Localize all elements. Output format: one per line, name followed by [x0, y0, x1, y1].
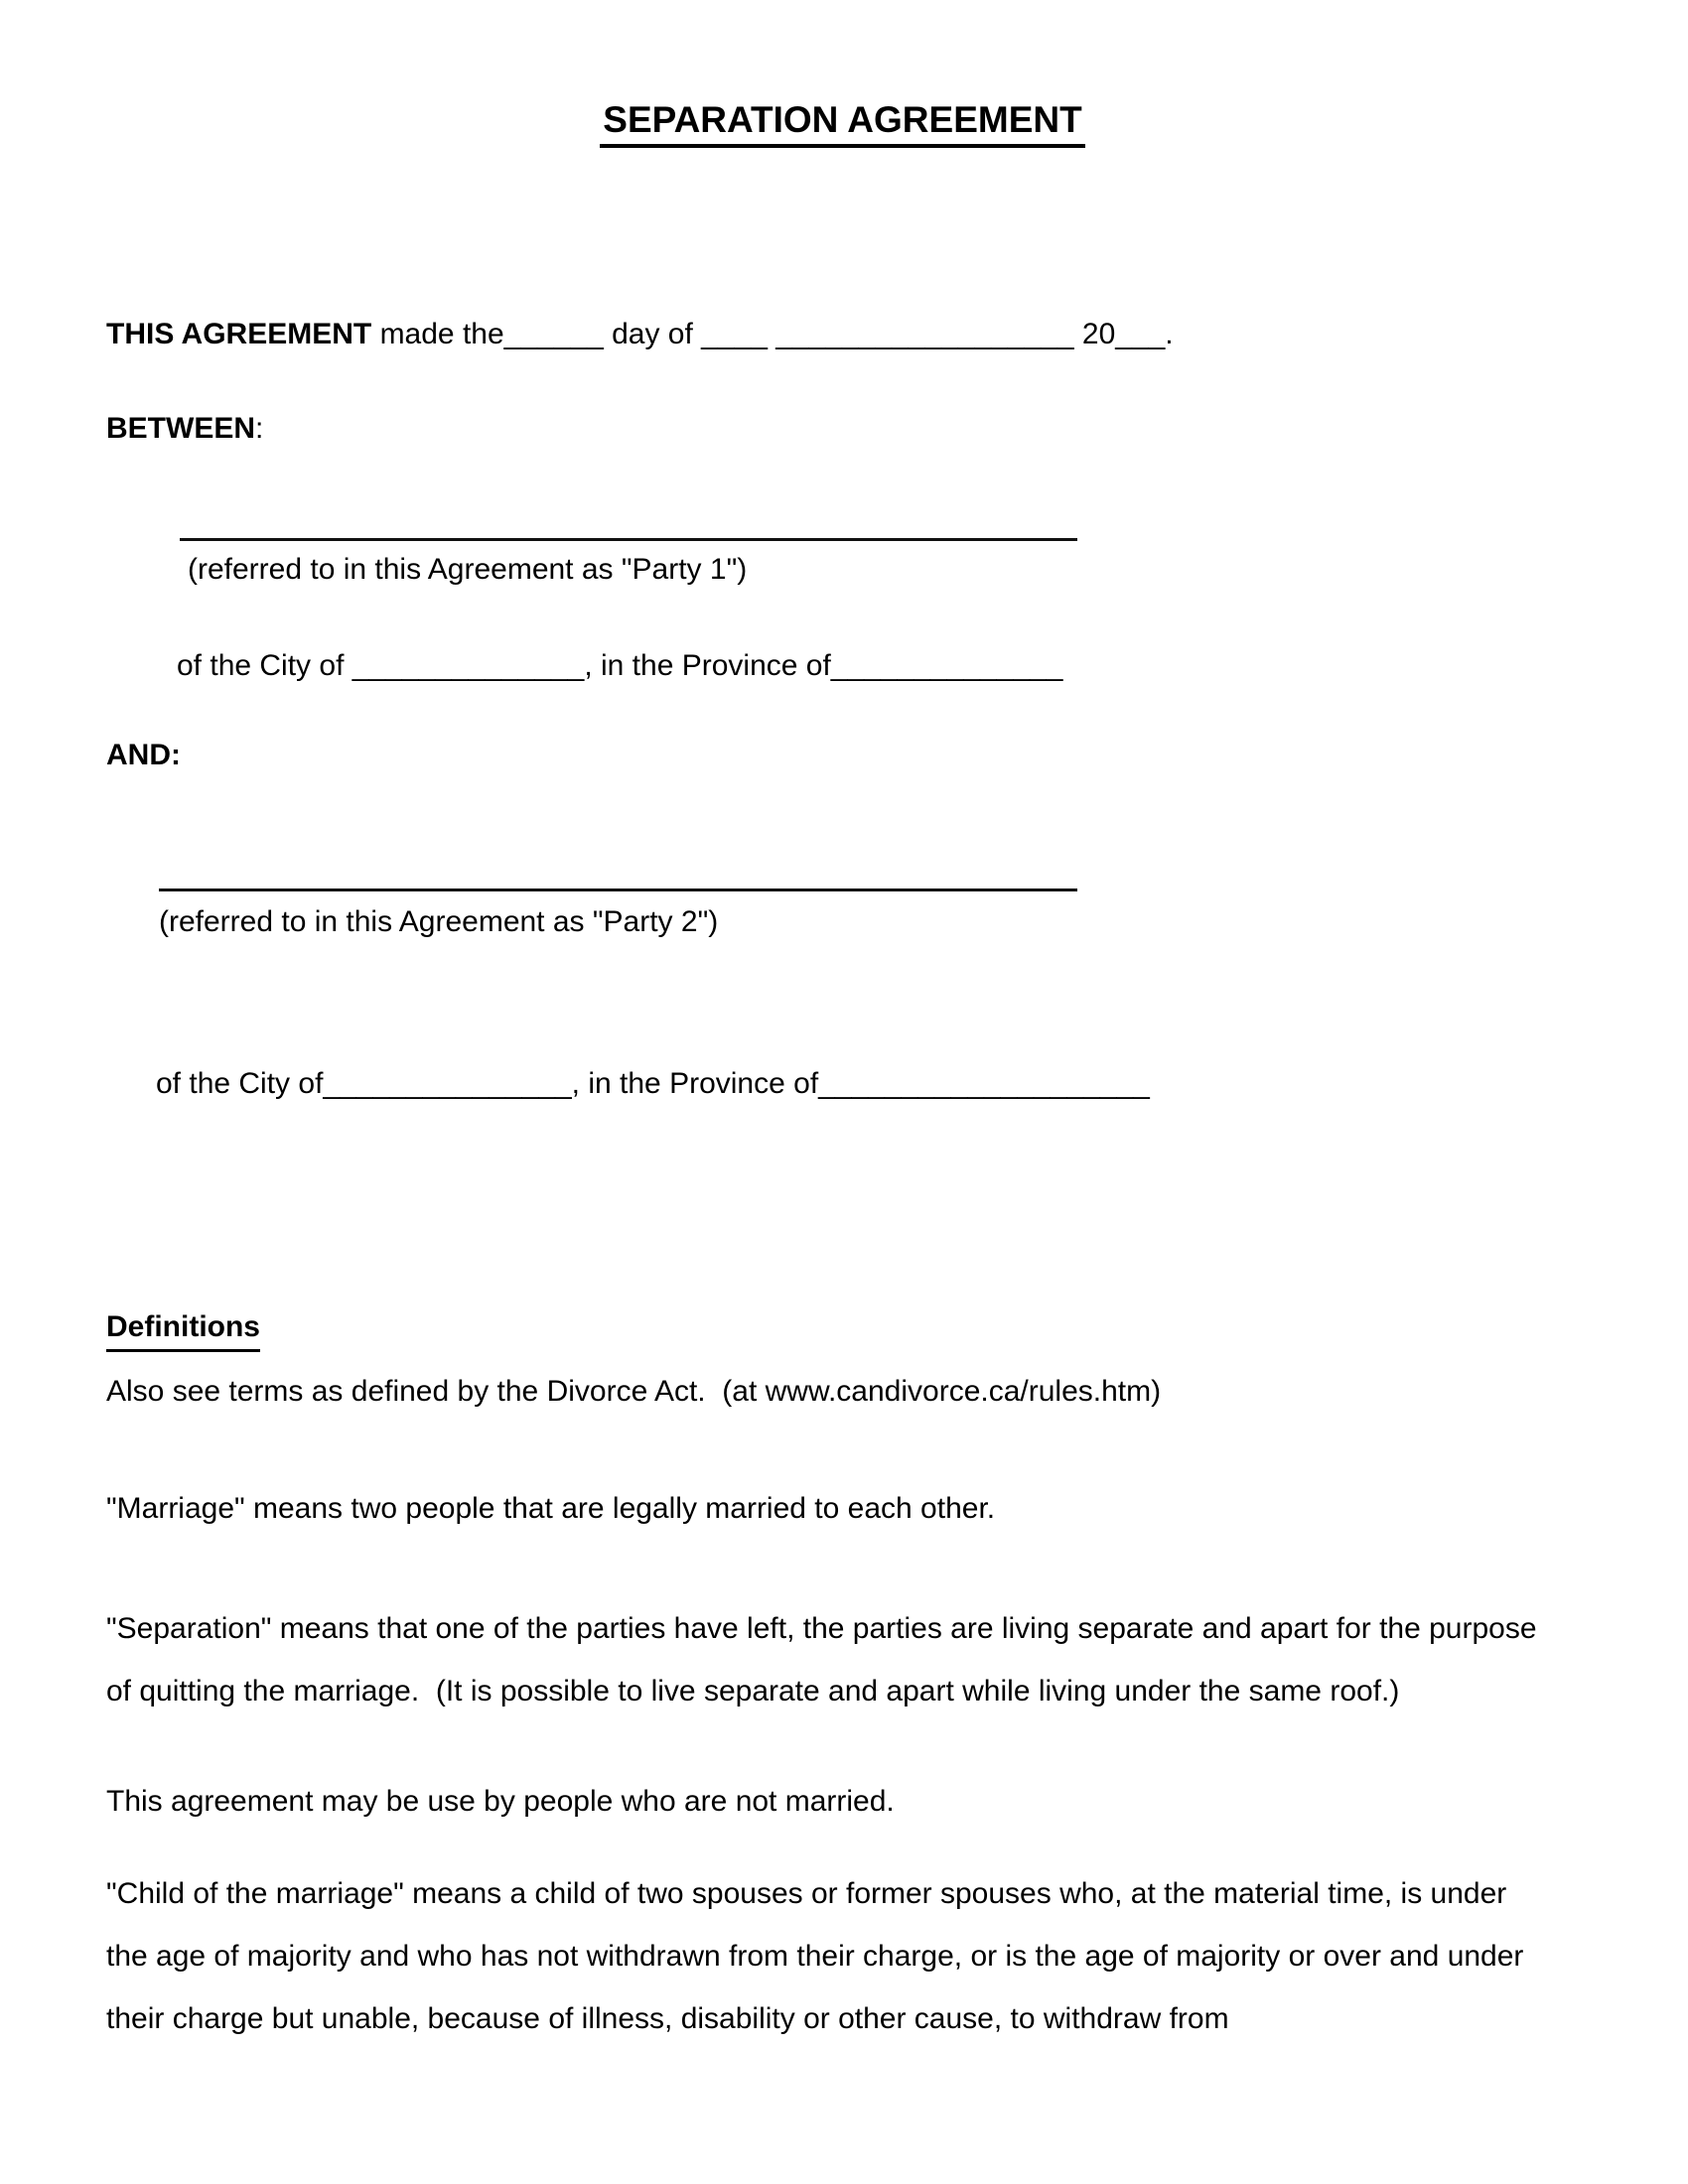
agreement-date-line-bold: THIS AGREEMENT: [106, 318, 372, 350]
party1-city-province-line: of the City of ______________, in the Province of______________: [177, 649, 1063, 682]
document-title: SEPARATION AGREEMENT: [600, 97, 1084, 148]
note-unmarried-use: This agreement may be use by people who are not married.: [106, 1785, 895, 1818]
between-label: [106, 409, 1579, 449]
title-row: [106, 97, 1579, 148]
agreement-date-line: [106, 315, 1579, 354]
party1-name-blank: [180, 538, 1077, 541]
between-label-colon: :: [255, 412, 264, 445]
party2-city-province-line: of the City of_______________, in the Province of____________________: [156, 1067, 1150, 1100]
and-label: AND:: [106, 739, 181, 771]
definitions-heading-row: [106, 1307, 1579, 1352]
definitions-heading: Definitions: [106, 1307, 260, 1352]
party1-caption: (referred to in this Agreement as "Party 1"): [188, 553, 748, 586]
party2-caption: (referred to in this Agreement as "Party 2"): [159, 905, 719, 938]
between-label-bold: BETWEEN: [106, 412, 255, 445]
party2-name-blank: [159, 888, 1077, 891]
definition-child-of-marriage: "Child of the marriage" means a child of two spouses or former spouses who, at the material time, is under the age of majority and who has not withdrawn from their charge, or is the age of majority or over and under their charge but unable, because of illness, disability or other cause, to withdraw from: [106, 1877, 1532, 2035]
agreement-date-line-rest: made the______ day of ____ __________________ 20___.: [371, 318, 1174, 350]
definitions-intro: Also see terms as defined by the Divorce Act. (at www.candivorce.ca/rules.htm): [106, 1375, 1162, 1408]
definition-marriage: "Marriage" means two people that are legally married to each other.: [106, 1492, 996, 1525]
definition-separation: "Separation" means that one of the parties have left, the parties are living separate and apart for the purpose of quitting the marriage. (It is possible to live separate and apart while living under the same roof.): [106, 1612, 1545, 1707]
